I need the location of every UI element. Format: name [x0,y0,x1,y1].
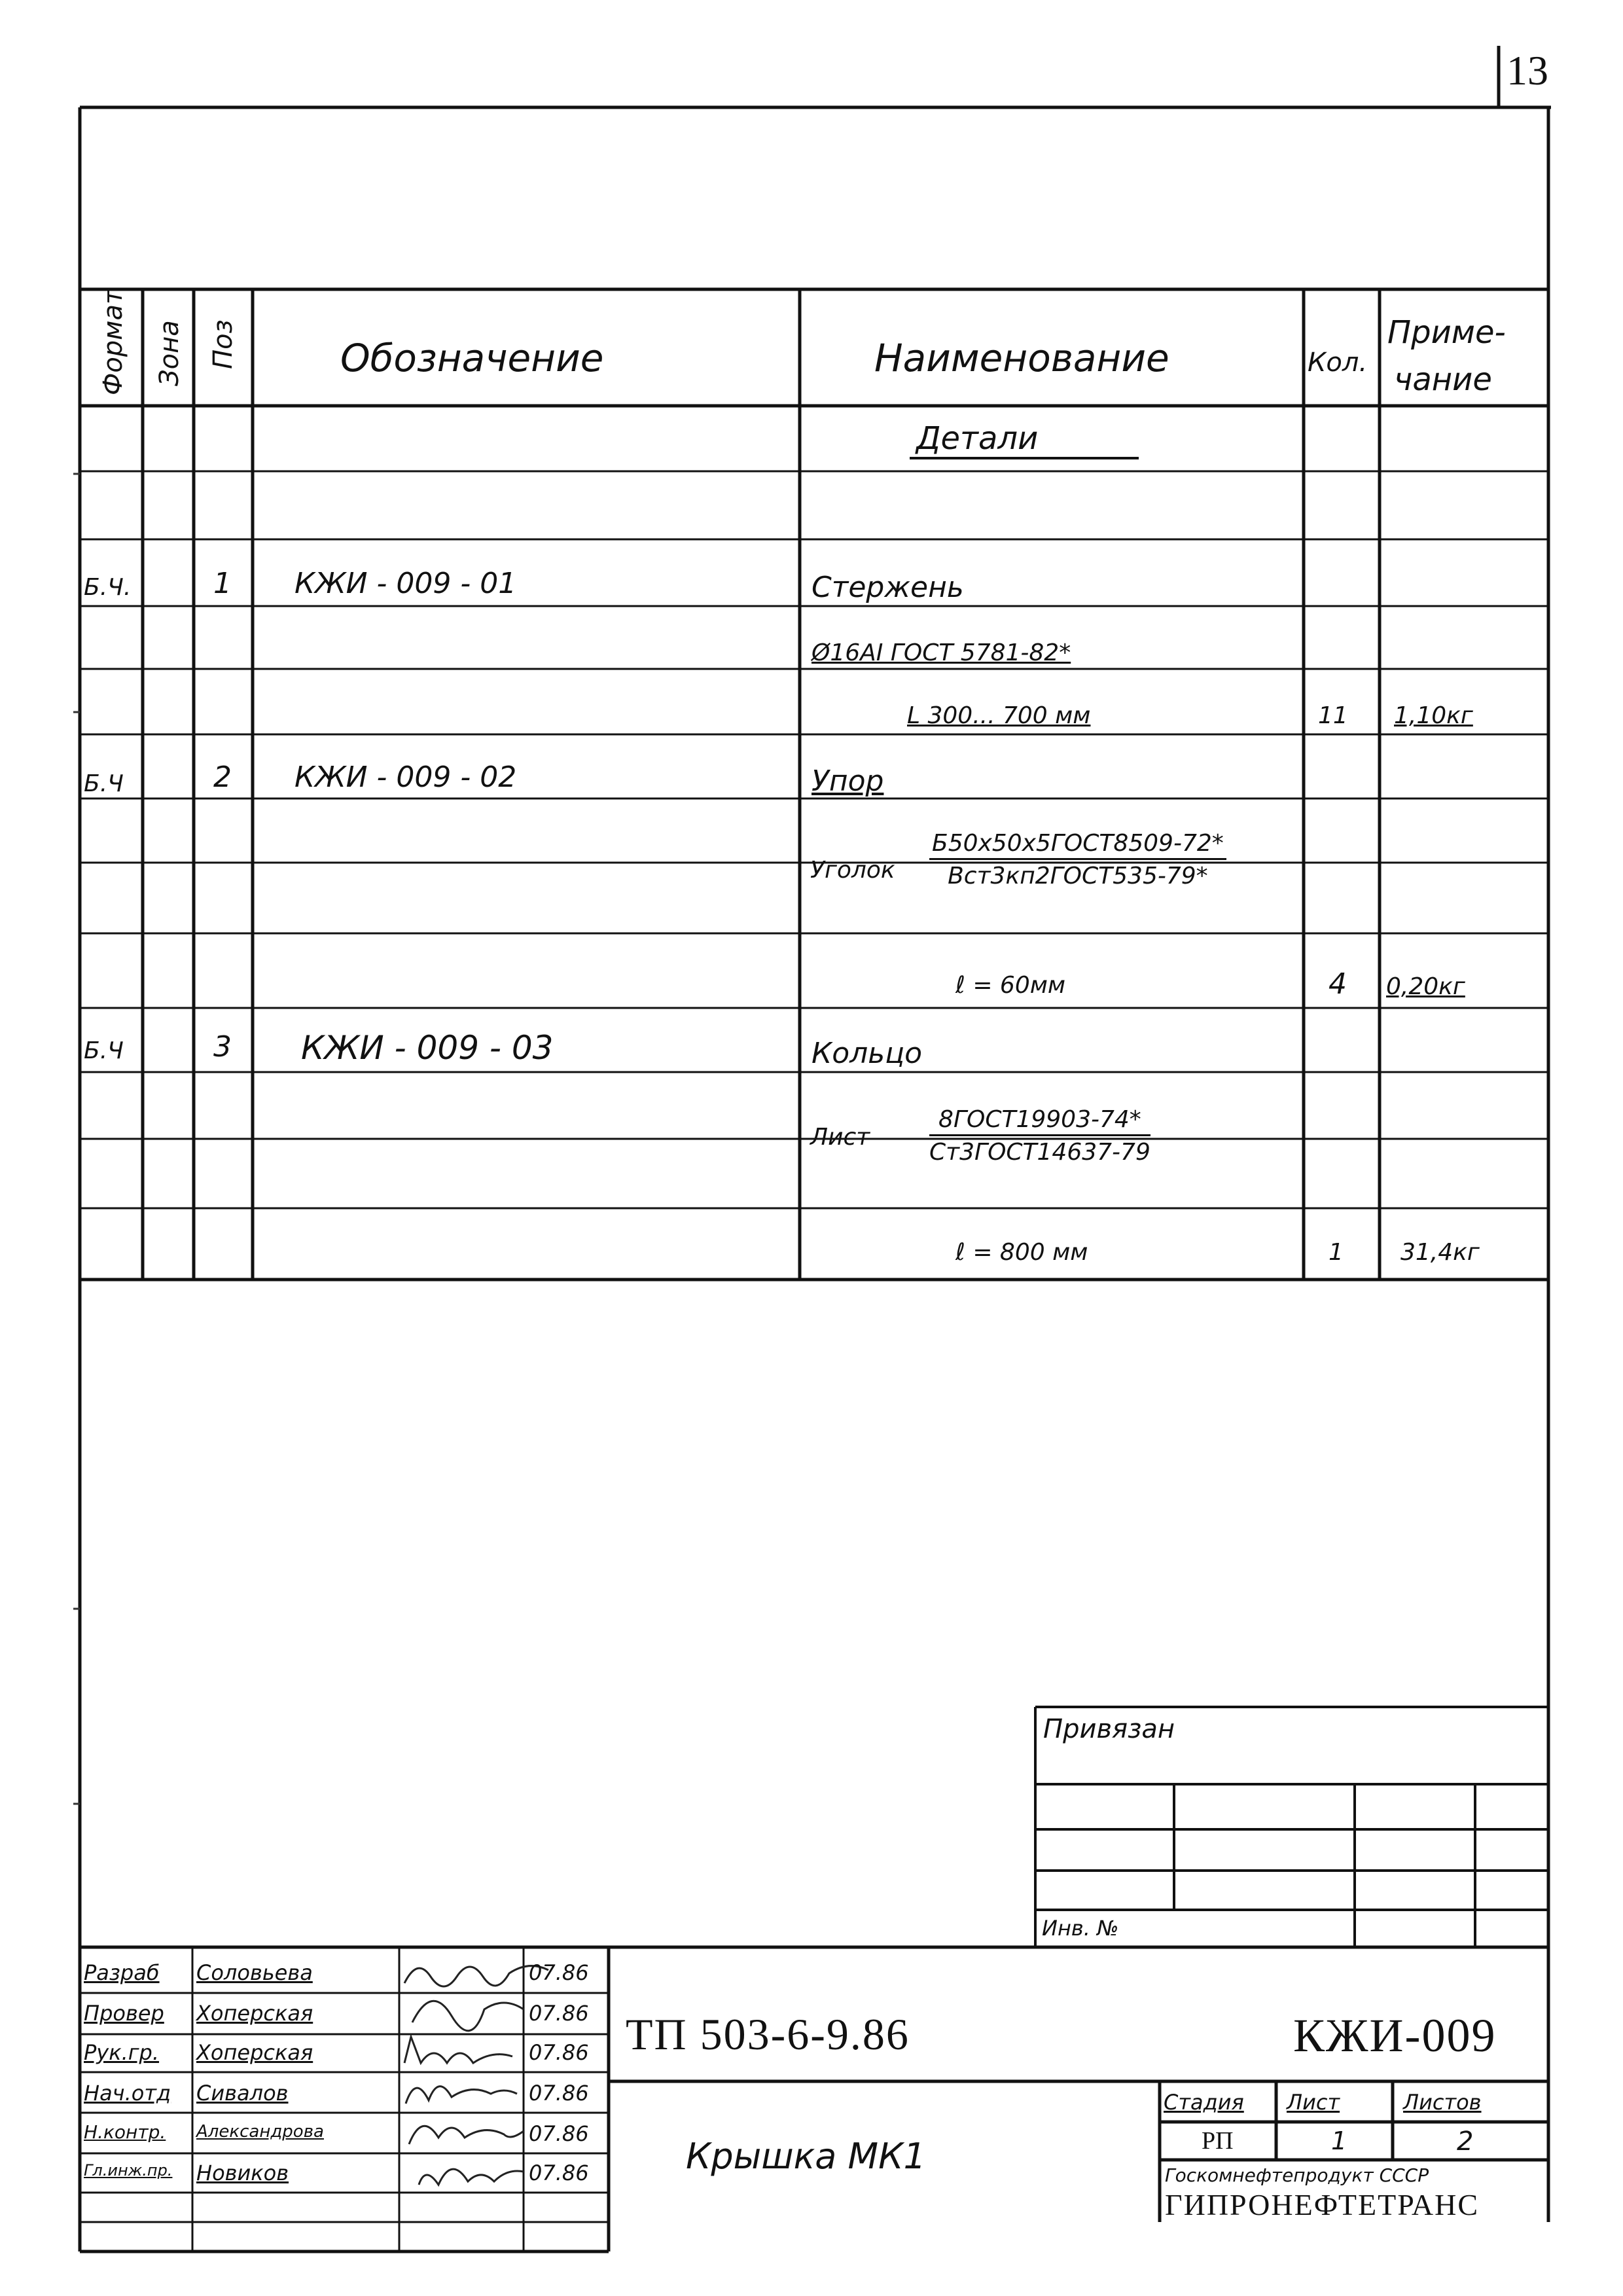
row-3-note: 1,10кг [1394,702,1473,729]
row-1-format: Б.Ч. [84,574,132,601]
date-3: 07.86 [529,2081,589,2106]
date-5: 07.86 [529,2161,589,2185]
row-2-name: Ø16АI ГОСТ 5781-82* [812,639,1071,666]
binding-title: Привязан [1043,1714,1175,1744]
date-0: 07.86 [529,1960,589,1985]
row-1-name: Стержень [812,571,964,604]
org-line-2: ГИПРОНЕФТЕТРАНС [1165,2188,1480,2221]
header-qty: Кол. [1308,348,1368,378]
header-format: Формат [98,289,128,395]
row-9-note: 31,4кг [1400,1239,1480,1266]
row-9-name: ℓ = 800 мм [955,1239,1088,1266]
row-7-designation: КЖИ - 009 - 03 [301,1029,554,1067]
sheet-label: Лист [1287,2090,1340,2115]
row-4-designation: КЖИ - 009 - 02 [294,761,517,794]
item-name: Крышка МК1 [686,2136,926,2177]
row-5-name-denominator: Вст3кп2ГОСТ535-79* [948,863,1208,889]
row-5-name-numerator: Б50х50х5ГОСТ8509-72* [929,830,1226,860]
date-1: 07.86 [529,2001,589,2026]
row-8-name-numerator: 8ГОСТ19903-74* [929,1106,1150,1136]
role-0: Разраб [84,1960,160,1985]
name-3: Сивалов [196,2081,289,2106]
header-name: Наименование [874,336,1169,380]
name-2: Хоперская [196,2040,313,2065]
drawing-code: КЖИ-009 [1293,2009,1497,2062]
row-3-name: L 300... 700 мм [907,702,1091,729]
row-4-name: Упор [812,764,884,798]
row-9-qty: 1 [1329,1239,1344,1266]
section-title: Детали [916,420,1039,457]
row-1-designation: КЖИ - 009 - 01 [294,567,517,600]
sheets-label: Листов [1403,2090,1482,2115]
row-6-name: ℓ = 60мм [955,972,1066,999]
role-5: Гл.инж.пр. [84,2161,173,2179]
page-number: 13 [1507,47,1548,94]
sheet-value: 1 [1331,2126,1347,2155]
role-4: Н.контр. [84,2121,166,2143]
project-code: ТП 503-6-9.86 [626,2009,910,2059]
row-5-name-prefix: Уголок [810,857,895,884]
sheets-value: 2 [1457,2126,1474,2157]
row-4-pos: 2 [213,761,232,794]
row-1-pos: 1 [213,567,232,600]
org-line-1: Госкомнефтепродукт СССР [1165,2164,1429,2186]
header-note-line2: чание [1394,361,1492,398]
header-designation: Обозначение [340,336,604,380]
row-8-name-prefix: Лист [810,1124,870,1151]
header-pos: Поз [208,319,238,369]
row-6-note: 0,20кг [1386,973,1465,1000]
name-5: Новиков [196,2161,289,2185]
row-7-pos: 3 [213,1030,232,1064]
date-2: 07.86 [529,2040,589,2065]
row-6-qty: 4 [1329,967,1347,1001]
name-0: Соловьева [196,1960,313,1985]
role-3: Нач.отд [84,2081,171,2106]
row-7-name: Кольцо [812,1037,923,1070]
row-3-qty: 11 [1318,702,1348,729]
header-zone: Зона [154,320,185,386]
name-1: Хоперская [196,2001,313,2026]
name-4: Александрова [196,2122,324,2142]
row-7-format: Б.Ч [84,1037,124,1064]
role-2: Рук.гр. [84,2040,160,2065]
header-note-line1: Приме- [1387,314,1506,351]
date-4: 07.86 [529,2121,589,2146]
role-1: Провер [84,2001,164,2026]
binding-inv-label: Инв. № [1042,1916,1119,1941]
row-4-format: Б.Ч [84,770,124,797]
row-8-name-denominator: Ст3ГОСТ14637-79 [929,1139,1150,1166]
stage-label: Стадия [1164,2090,1244,2115]
stage-value: РП [1202,2127,1234,2155]
